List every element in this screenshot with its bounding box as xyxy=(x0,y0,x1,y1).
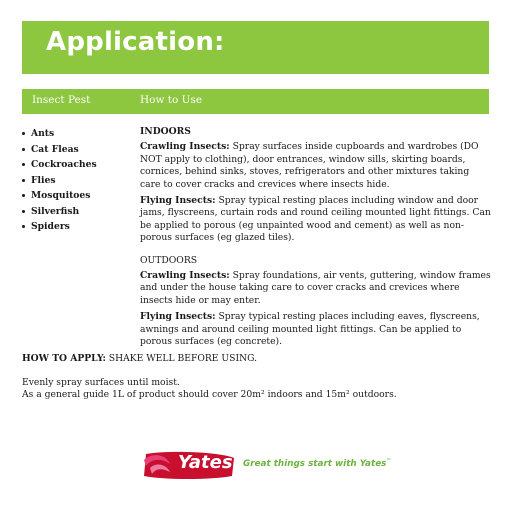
indoors-flying-paragraph: Flying Insects: Spray typical resting places including window and door jams, flyscreens, curtain rods and round ceiling mounted light fittings. Can be applied to porous (eg unpainted wood and cement) as well as non-porous surfaces (eg glazed tiles). xyxy=(140,195,491,244)
bullet-icon xyxy=(22,148,25,151)
page-title: Application: xyxy=(46,27,225,57)
application-banner xyxy=(22,21,489,74)
list-item: Mosquitoes xyxy=(22,188,97,204)
guide-line: As a general guide 1L of product should cover 20m² indoors and 15m² outdoors. xyxy=(22,389,397,401)
how-to-apply-label: HOW TO APPLY: xyxy=(22,353,106,364)
indoors-crawling-paragraph: Crawling Insects: Spray surfaces inside cupboards and wardrobes (DO NOT apply to clothing), door entrances, window sills, skirting boards, cornices, behind sinks, stoves, refrigerators and other mixtures taking care to cover cracks and crevices where insects hide. xyxy=(140,141,479,190)
indoors-heading: INDOORS xyxy=(140,126,191,137)
bullet-icon xyxy=(22,225,25,228)
how-to-apply xyxy=(22,353,492,365)
bullet-icon xyxy=(22,163,25,166)
bullet-icon xyxy=(22,210,25,213)
list-item: Ants xyxy=(22,126,97,142)
outdoors-flying-paragraph: Flying Insects: Spray typical resting places including eaves, flyscreens, awnings and around ceiling mounted light fittings. Can be applied to porous surfaces (eg concrete). xyxy=(140,311,480,348)
brand-tagline: Great things start with Yates™ xyxy=(243,458,392,469)
bullet-icon xyxy=(22,179,25,182)
list-item: Silverfish xyxy=(22,204,97,220)
coverage-guide xyxy=(22,377,492,402)
list-item: Spiders xyxy=(22,219,97,235)
column-header-insect-pest: Insect Pest xyxy=(32,94,91,106)
yates-logo-text: Yates xyxy=(178,452,233,473)
how-to-apply-text: SHAKE WELL BEFORE USING. xyxy=(105,353,258,364)
list-item: Flies xyxy=(22,173,97,189)
insect-pest-list xyxy=(22,126,97,235)
guide-line: Evenly spray surfaces until moist. xyxy=(22,377,180,388)
how-to-use-column xyxy=(140,126,492,353)
outdoors-crawling-paragraph: Crawling Insects: Spray foundations, air vents, guttering, window frames and under the house taking care to cover cracks and crevices where insects hide or may enter. xyxy=(140,270,491,306)
list-item: Cockroaches xyxy=(22,157,97,173)
outdoors-heading: OUTDOORS xyxy=(140,254,198,266)
list-item: Cat Fleas xyxy=(22,142,97,158)
column-header-how-to-use: How to Use xyxy=(140,94,203,106)
table-header xyxy=(22,89,489,114)
bullet-icon xyxy=(22,194,25,197)
bullet-icon xyxy=(22,132,25,135)
